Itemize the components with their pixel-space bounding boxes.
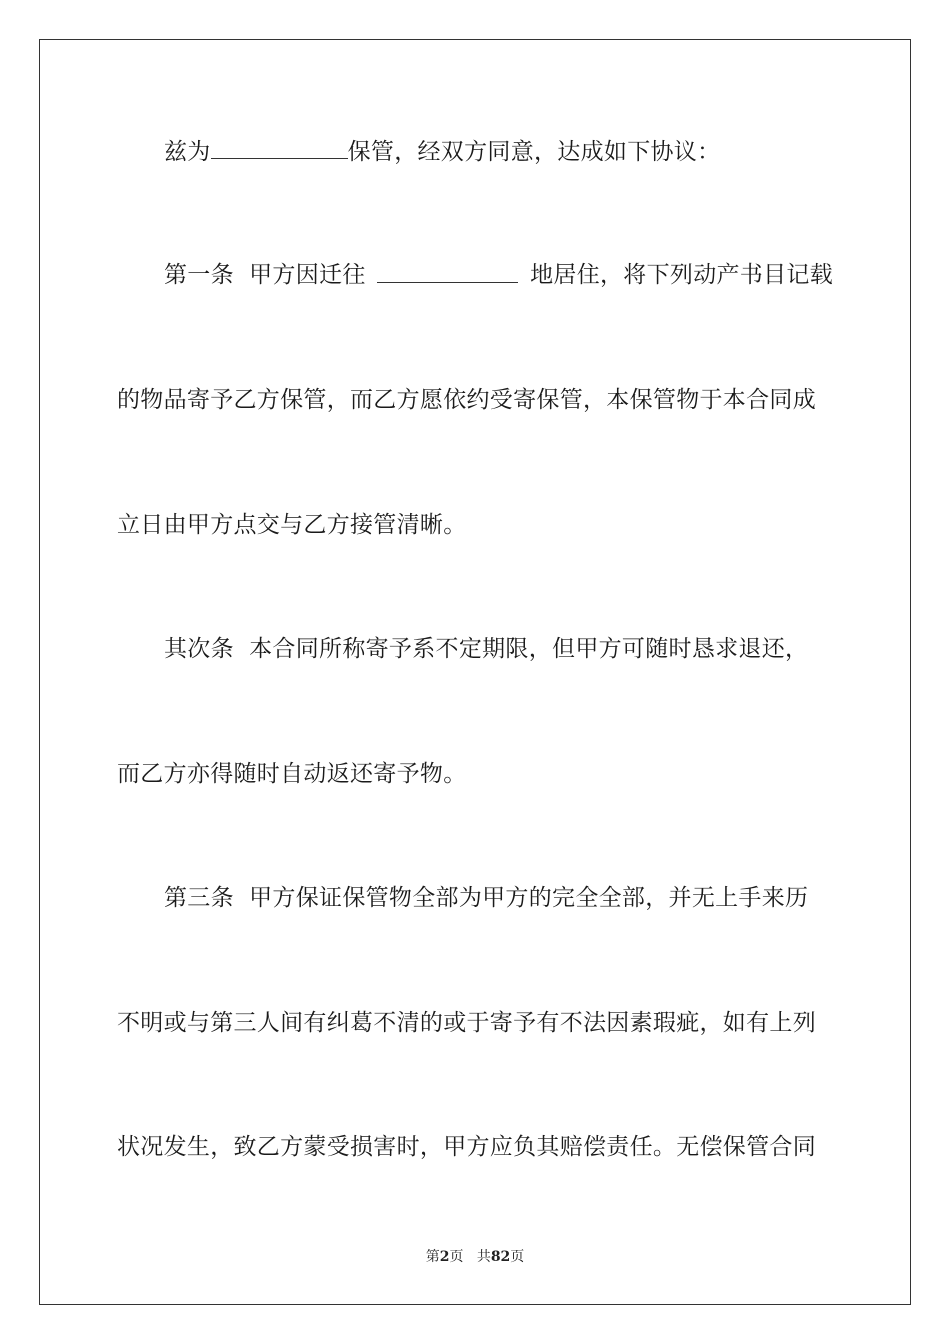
paragraph-2-line-1: [164, 260, 833, 290]
page-number: 2: [439, 1249, 450, 1265]
fill-in-blank: [211, 136, 348, 159]
page-footer: [0, 1248, 950, 1266]
paragraph-2-line-2: 的物品寄予乙方保管，而乙方愿依约受寄保管，本保管物于本合同成: [117, 387, 816, 413]
paragraph-2-line-3: 立日由甲方点交与乙方接管清晰。: [117, 512, 467, 538]
text-segment: 兹为: [164, 139, 211, 165]
total-suffix: 页: [510, 1249, 525, 1265]
paragraph-3-line-1: 其次条 本合同所称寄予系不定期限，但甲方可随时恳求退还，: [164, 636, 809, 662]
paragraph-3-line-2: 而乙方亦得随时自动返还寄予物。: [117, 761, 467, 787]
paragraph-4-line-3: 状况发生，致乙方蒙受损害时，甲方应负其赔偿责任。无偿保管合同: [117, 1134, 816, 1160]
page-prefix: 第: [425, 1249, 440, 1265]
total-pages: 82: [490, 1249, 511, 1265]
fill-in-blank: [377, 260, 518, 283]
paragraph-4-line-1: 第三条 甲方保证保管物全部为甲方的完全全部，并无上手来历: [164, 885, 809, 911]
paragraph-1-line-1: [164, 136, 833, 167]
page-suffix: 页: [449, 1249, 464, 1265]
text-segment: 保管，经双方同意，达成如下协议：: [347, 139, 721, 165]
total-prefix: 共: [476, 1249, 491, 1265]
text-segment: 第一条 甲方因迁往: [164, 262, 366, 288]
paragraph-4-line-2: 不明或与第三人间有纠葛不清的或于寄予有不法因素瑕疵，如有上列: [117, 1010, 816, 1036]
text-segment: 地居住，将下列动产书目记载: [530, 262, 833, 288]
page-border: [39, 39, 911, 1305]
